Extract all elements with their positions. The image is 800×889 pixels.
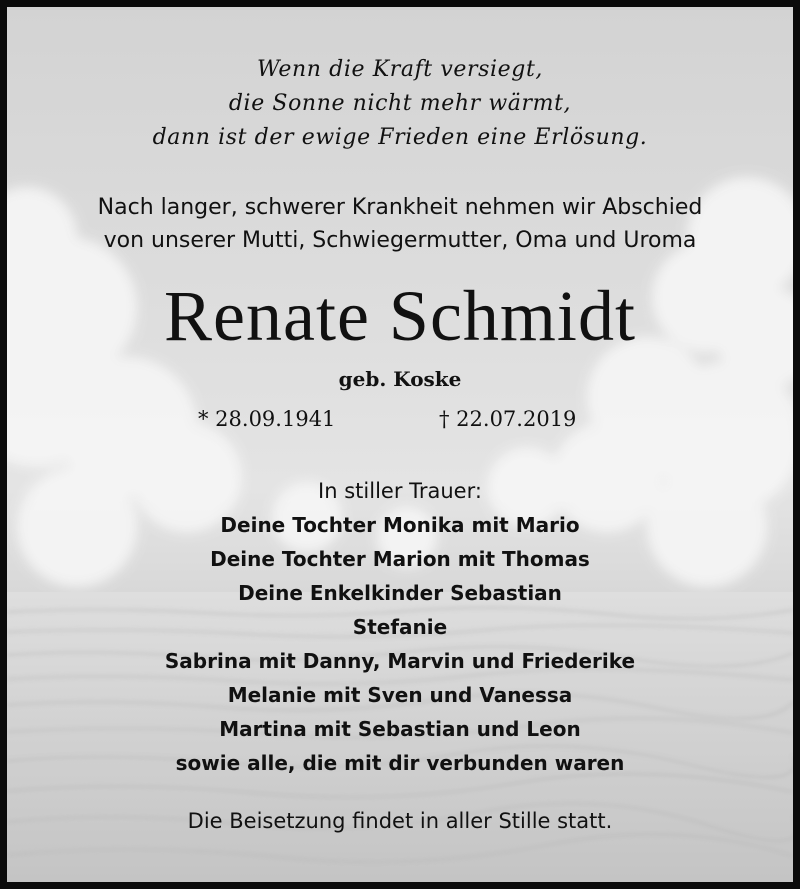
intro-line-1: Nach langer, schwerer Krankheit nehmen wir Abschied [97,195,703,220]
mourner-line: Stefanie [352,615,448,639]
birth-name: geb. Koske [338,367,462,391]
poem-line-1: Wenn die Kraft versiegt, [257,57,543,82]
intro-line-2: von unserer Mutti, Schwiegermutter, Oma und Uroma [103,228,697,253]
death-date: † 22.07.2019 [439,407,577,431]
mourner-line: Deine Enkelkinder Sebastian [238,581,562,605]
mourner-line: Sabrina mit Danny, Marvin und Friederike [164,649,636,673]
birth-date: * 28.09.1941 [198,407,336,431]
mourner-line: Melanie mit Sven und Vanessa [227,683,573,707]
funeral-note: Die Beisetzung findet in aller Stille statt. [187,809,613,833]
mourner-line: Deine Tochter Marion mit Thomas [210,547,590,571]
notice-content [7,7,793,882]
mourner-line: Deine Tochter Monika mit Mario [220,513,580,537]
deceased-name: Renate Schmidt [164,276,636,356]
poem-line-3: dann ist der ewige Frieden eine Erlösung. [152,125,648,150]
mourner-line: sowie alle, die mit dir verbunden waren [175,751,625,775]
mourner-line: Martina mit Sebastian und Leon [219,717,581,741]
mourning-heading: In stiller Trauer: [318,479,482,503]
poem-line-2: die Sonne nicht mehr wärmt, [228,91,572,116]
